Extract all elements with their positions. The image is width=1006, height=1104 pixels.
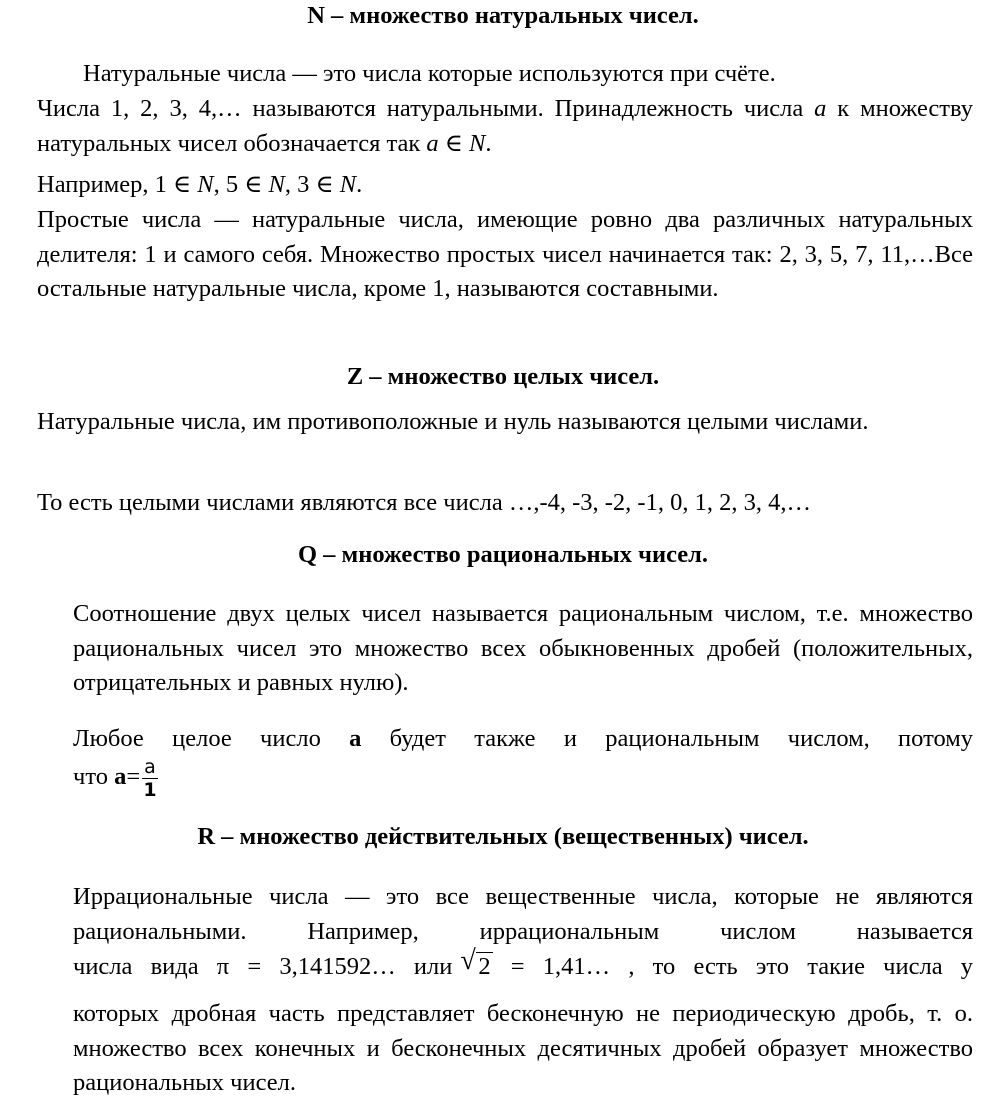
set-N: N xyxy=(197,171,214,198)
natural-examples xyxy=(37,168,362,203)
natural-definition: Натуральные числа — это числа которые используются при счёте. xyxy=(83,60,776,87)
rational-note-text-1: Любое целое число xyxy=(73,725,350,752)
radicand: 2 xyxy=(478,953,491,980)
example-3: , 3 ∈ xyxy=(284,171,340,198)
examples-label: Например, xyxy=(37,171,155,198)
variable-a: a xyxy=(349,725,362,752)
element-of-symbol: ∈ xyxy=(438,129,470,157)
rational-note-text-2: будет также и рациональным числом, потому xyxy=(361,725,973,752)
fraction-numerator: a xyxy=(144,756,156,778)
rational-formula-prefix: что xyxy=(73,763,115,791)
irrational-fraction-note: которых дробная часть представляет бесконечную не периодическую дробь, т. о. множество всех конечных и бесконечных десятичных дробей образует множество рациональных чисел. xyxy=(73,1000,973,1096)
punctuation: . xyxy=(356,171,363,198)
fraction-denominator: 1 xyxy=(143,779,157,801)
radical-sign: √ xyxy=(460,945,476,976)
variable-a: a xyxy=(814,95,827,122)
irrational-examples xyxy=(73,945,974,985)
set-N: N xyxy=(268,171,285,198)
set-N: N xyxy=(469,129,486,157)
fraction-a-over-1 xyxy=(142,756,158,801)
integers-list: То есть целыми числами являются все числа …,-4, -3, -2, -1, 0, 1, 2, 3, 4,… xyxy=(37,489,811,516)
equals-sign: = xyxy=(126,763,141,791)
integers-definition: Натуральные числа, им противоположные и нуль называются целыми числами. xyxy=(37,408,869,435)
heading-rational-numbers: Q – множество рациональных чисел. xyxy=(297,541,709,568)
natural-membership-text-2: к множеству натуральных чисел обозначается так xyxy=(37,95,973,157)
irrational-examples-text-1: числа вида π = 3,141592… или xyxy=(73,953,453,980)
heading-real-numbers: R – множество действительных (вещественных) чисел. xyxy=(197,823,809,850)
heading-integers: Z – множество целых чисел. xyxy=(346,363,660,390)
square-root-2 xyxy=(460,945,492,985)
heading-natural-numbers: N – множество натуральных чисел. xyxy=(307,2,699,29)
rational-definition: Соотношение двух целых чисел называется рациональным числом, т.е. множество рациональных чисел это множество всех обыкновенных дробей (положительных, отрицательных и равных нулю). xyxy=(73,600,973,696)
natural-membership-paragraph xyxy=(37,92,973,161)
example-1: 1 ∈ xyxy=(154,171,198,198)
rational-integer-note xyxy=(73,722,973,757)
irrational-examples-text-2: = 1,41… , то есть это такие числа у xyxy=(492,953,974,980)
variable-a: a xyxy=(114,763,127,791)
set-N: N xyxy=(339,171,357,198)
punctuation: . xyxy=(485,129,492,157)
variable-a: a xyxy=(426,129,439,157)
natural-membership-text-1: Числа 1, 2, 3, 4,… называются натуральными. Принадлежность числа xyxy=(37,95,815,122)
irrational-definition: Иррациональные числа — это все вещественные числа, которые не являются рациональными. Например, иррациональным числом называется xyxy=(73,883,973,945)
rational-formula-line xyxy=(73,756,158,801)
prime-numbers-paragraph: Простые числа — натуральные числа, имеющие ровно два различных натуральных делителя: 1 и самого себя. Множество простых чисел начинается так: 2, 3, 5, 7, 11,…Все остальные натуральные числа, кроме 1, называются составными. xyxy=(37,206,973,302)
example-5: , 5 ∈ xyxy=(213,171,269,198)
